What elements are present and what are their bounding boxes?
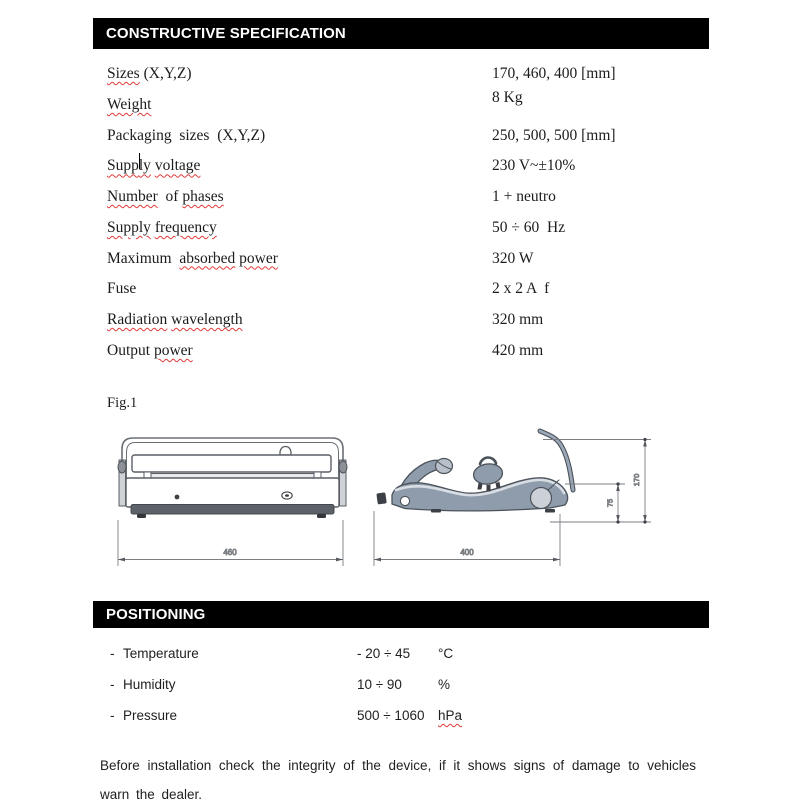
positioning-table — [110, 646, 670, 739]
spec-row-value: 1 + neutro — [492, 188, 556, 205]
positioning-row — [110, 708, 670, 739]
front-width-dimension — [118, 520, 343, 566]
base-bar — [131, 505, 334, 515]
text-cursor — [139, 153, 140, 169]
side-partial-height-dim-label: 75 — [605, 498, 615, 508]
spec-row-label: Fuse — [107, 280, 137, 298]
side-right-foot — [545, 509, 555, 513]
spec-row-value: 2 x 2 A f — [492, 280, 550, 298]
positioning-row-unit: % — [438, 677, 451, 692]
side-view-drawing — [376, 431, 573, 513]
device-technical-drawing — [95, 416, 670, 581]
spec-row-label: Packaging sizes (X,Y,Z) — [107, 126, 266, 144]
spec-row-value: 320 mm — [492, 311, 544, 328]
spec-row-label: Maximum absorbed power — [107, 249, 278, 267]
positioning-row-label: Pressure — [123, 708, 178, 723]
spec-row-label: Number of phases — [107, 188, 224, 205]
spec-row — [107, 186, 673, 217]
constructive-specification-header — [93, 18, 709, 49]
spec-row-label: Output power — [107, 341, 193, 359]
right-hinge-knob — [339, 461, 347, 473]
dash-bullet: - — [110, 677, 115, 692]
positioning-row-unit: °C — [438, 646, 454, 661]
spec-row — [107, 248, 673, 279]
spec-row — [107, 155, 673, 186]
lid-knob — [280, 447, 291, 456]
machine-body-front — [126, 478, 339, 507]
left-screw-dot — [175, 495, 180, 500]
positioning-header — [93, 601, 709, 628]
nose-clip — [376, 492, 386, 504]
spec-row-label: Sizes (X,Y,Z) — [107, 65, 192, 82]
side-left-foot — [431, 509, 441, 513]
spec-row-value: 250, 500, 500 [mm] — [492, 126, 616, 144]
positioning-row-value: 500 ÷ 1060 — [357, 708, 425, 723]
front-width-dim-label: 460 — [223, 548, 237, 557]
right-switch-dot — [285, 494, 289, 497]
spec-row-value: 320 W — [492, 249, 534, 267]
left-hinge-knob — [118, 461, 126, 473]
front-left-foot — [137, 514, 146, 518]
spec-row — [107, 63, 673, 94]
front-view-drawing — [118, 438, 347, 518]
spec-row-label: Supply voltage — [107, 157, 200, 174]
positioning-row — [110, 646, 670, 677]
front-right-foot — [317, 514, 326, 518]
installation-note: Before installation check the integrity of the device, if it shows signs of damage to vehicles warn the dealer. — [100, 757, 696, 802]
spec-row-label: Supply frequency — [107, 218, 217, 236]
positioning-row-unit: hPa — [438, 708, 463, 723]
lever-pivot-hole — [400, 496, 409, 505]
spec-row-label: Weight — [107, 95, 152, 113]
dash-bullet: - — [110, 708, 115, 723]
spec-row-value: 170, 460, 400 [mm] — [492, 65, 616, 82]
spec-row-value: 230 V~±10% — [492, 157, 576, 175]
body-roller-circle — [531, 488, 552, 509]
spec-row — [107, 278, 673, 309]
positioning-row-value: - 20 ÷ 45 — [357, 646, 411, 661]
spec-row-label: Radiation wavelength — [107, 311, 243, 328]
spec-table — [107, 63, 673, 371]
spec-row — [107, 309, 673, 340]
dash-bullet: - — [110, 646, 115, 661]
side-width-dim-label: 400 — [460, 548, 474, 557]
side-total-height-dim-label: 170 — [632, 473, 641, 487]
lid — [132, 455, 331, 472]
spec-row — [107, 125, 673, 156]
spec-row-value: 420 mm — [492, 341, 544, 359]
spec-row-value: 50 ÷ 60 Hz — [492, 218, 566, 236]
figure-caption: Fig.1 — [107, 395, 138, 411]
spec-row — [107, 340, 673, 371]
positioning-title: POSITIONING — [106, 606, 206, 623]
spec-row — [107, 88, 673, 125]
spec-row — [107, 217, 673, 248]
positioning-row-label: Temperature — [123, 646, 199, 661]
positioning-row-value: 10 ÷ 90 — [357, 677, 402, 692]
constructive-specification-title: CONSTRUCTIVE SPECIFICATION — [106, 25, 346, 42]
spec-row-value: 8 Kg — [492, 88, 523, 106]
positioning-row — [110, 677, 670, 708]
positioning-row-label: Humidity — [123, 677, 176, 692]
